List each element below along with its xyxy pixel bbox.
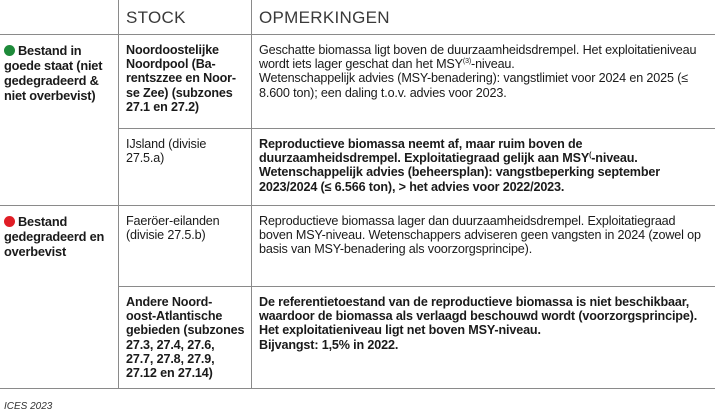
stock-cell [126, 43, 250, 114]
footnote-ref: ( [589, 152, 592, 160]
remarks-text: De referentietoestand van de reproductieve biomassa is niet beschikbaar, waardoor de biomassa als verlaagd beschouwd wordt (voorzorgsprincipe). Het exploitatieniveau ligt net boven MSY-niveau. [259, 295, 698, 338]
stock-line: Andere Noord- [126, 295, 213, 309]
remarks-text: Geschatte biomassa ligt boven de duurzaamheidsdrempel. Het exploitatieniveau wordt iets lager geschat dan het MSY [259, 43, 697, 72]
stock-cell [126, 214, 250, 242]
status-label: Bestand in goede staat (niet gedegradeerd & niet overbevist) [4, 43, 103, 103]
stock-line: rentszzee en Noor- [126, 71, 236, 86]
stock-line: Faeröer-eilanden [126, 214, 220, 228]
column-divider [251, 0, 252, 388]
stock-cell [126, 137, 250, 165]
remarks-advice: Wetenschappelijk advies (MSY-benadering): vangstlimiet voor 2024 en 2025 (≤ 8.600 ton); een daling t.o.v. advies voor 2023. [259, 71, 688, 100]
remarks-bycatch: Bijvangst: 1,5% in 2022. [259, 337, 399, 352]
remarks-text: Reproductieve biomassa neemt af, maar ruim boven de duurzaamheidsdrempel. Exploitatiegraad gelijk aan MSY [259, 137, 590, 166]
row-divider [0, 388, 715, 389]
row-divider [0, 205, 715, 206]
stock-line: Noordpool (Ba- [126, 57, 216, 72]
row-divider [119, 128, 715, 129]
stock-line: 27.3, 27.4, 27.6, [126, 337, 215, 352]
status-label: Bestand gedegradeerd en overbevist [4, 214, 105, 259]
remarks-cell [259, 295, 705, 352]
source-note: ICES 2023 [4, 401, 53, 412]
column-divider [118, 0, 119, 388]
status-group-degraded [4, 214, 116, 259]
stock-line: se Zee) (subzones [126, 85, 233, 100]
remarks-cell [259, 137, 705, 194]
stock-line: 27.1 en 27.2) [126, 99, 199, 114]
row-divider [0, 34, 715, 35]
stock-line: 27.7, 27.8, 27.9, [126, 351, 215, 366]
remarks-text: -niveau. [591, 151, 638, 166]
green-status-dot-icon [4, 45, 15, 56]
remarks-text: Reproductieve biomassa lager dan duurzaamheidsdrempel. Exploitatiegraad boven MSY-niveau. Wetenschappers adviseren geen vangsten in 2024 (zowel op basis van MSY-benadering als voorzorgsprincipe). [259, 214, 701, 257]
stock-line: 27.5.a) [126, 151, 165, 166]
stock-line: IJsland (divisie [126, 137, 207, 151]
stock-cell [126, 295, 250, 380]
red-status-dot-icon [4, 216, 15, 227]
header-stock: STOCK [126, 8, 186, 27]
stock-line: gebieden (subzones [126, 323, 245, 338]
remarks-cell [259, 214, 705, 257]
remarks-advice: Wetenschappelijk advies (beheersplan): vangstbeperking september 2023/2024 (≤ 6.566 ton), > het advies voor 2022/2023. [259, 165, 660, 194]
footnote-ref: (3) [462, 58, 472, 66]
stock-line: 27.12 en 27.14) [126, 366, 213, 381]
remarks-text: -niveau. [471, 57, 515, 72]
status-group-good [4, 43, 116, 103]
stock-line: (divisie 27.5.b) [126, 228, 206, 243]
remarks-cell [259, 43, 705, 100]
header-remarks: OPMERKINGEN [259, 8, 390, 27]
table-header [0, 0, 715, 34]
row-divider [119, 286, 715, 287]
stock-line: oost-Atlantische [126, 309, 223, 324]
stock-line: Noordoostelijke [126, 43, 219, 57]
